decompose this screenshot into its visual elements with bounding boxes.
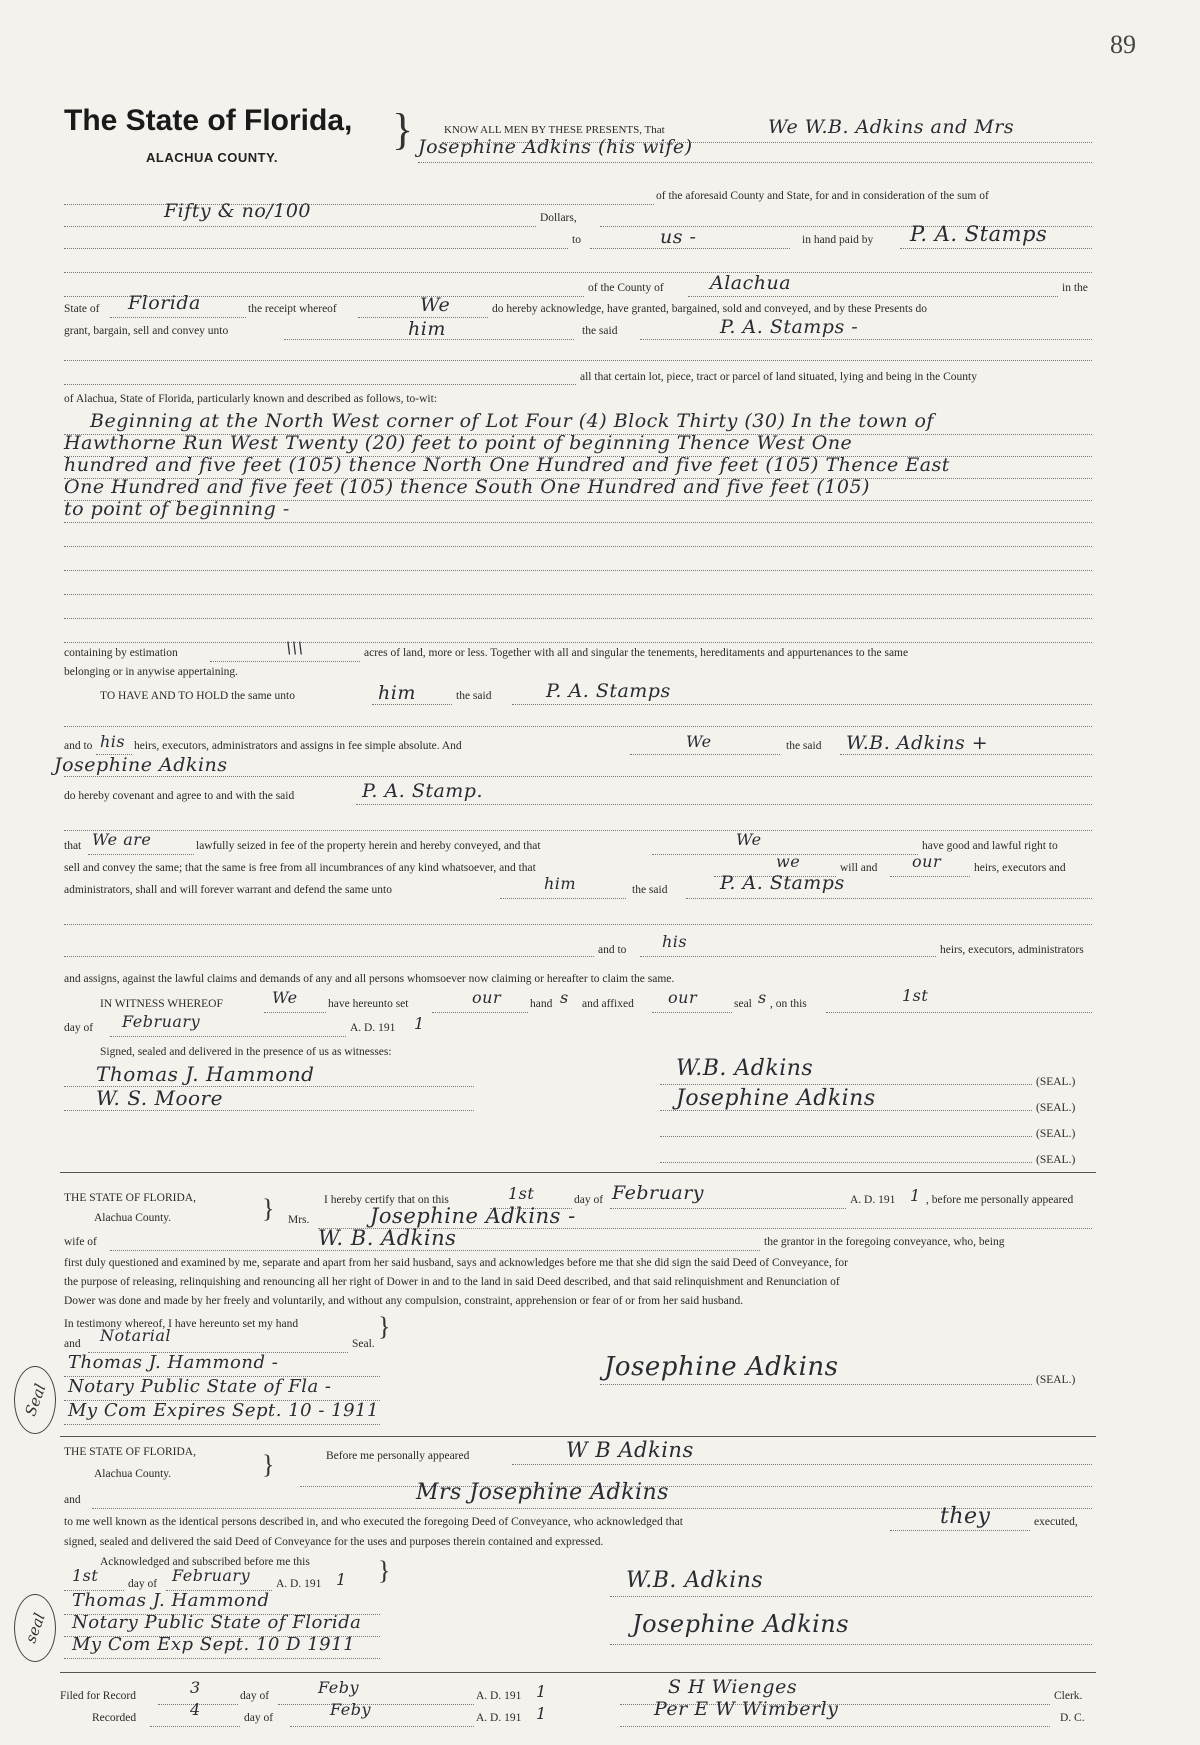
assigns-text: and assigns, against the lawful claims and demands of any and all persons whomsoever now claiming or hereafter to claim the same.: [64, 973, 675, 985]
description-line: Hawthorne Run West Twenty (20) feet to point of beginning Thence West One: [64, 432, 853, 454]
cert1-seal-label: (SEAL.): [1036, 1374, 1076, 1386]
cert1-brace: }: [262, 1194, 275, 1223]
witness-month-handwriting: February: [122, 1012, 201, 1031]
cert2-and-handwriting: Mrs Josephine Adkins: [416, 1480, 669, 1505]
witness-1-signature: Thomas J. Hammond: [96, 1062, 315, 1086]
dollars-label: Dollars,: [540, 212, 577, 224]
have-good-text: have good and lawful right to: [922, 840, 1058, 852]
state-of-label: State of: [64, 303, 100, 315]
header-brace: }: [392, 105, 414, 154]
cert1-body-3: Dower was done and made by her freely and voluntarily, and without any compulsion, constraint, apprehension or fear of or from her said husband.: [64, 1295, 744, 1307]
cert1-certify: I hereby certify that on this: [324, 1194, 449, 1206]
cert2-signed: signed, sealed and delivered the said Deed of Conveyance for the uses and purposes therein contained and expressed.: [64, 1536, 604, 1548]
grantor-2-signature: Josephine Adkins: [676, 1086, 876, 1111]
cert1-seal: Seal.: [352, 1338, 375, 1350]
cert2-before: Before me personally appeared: [326, 1450, 470, 1462]
grantor-handwriting-1: We W.B. Adkins and Mrs: [768, 116, 1015, 138]
cert1-notarial-handwriting: Notarial: [100, 1326, 172, 1345]
cert2-ad: A. D. 191: [276, 1578, 322, 1590]
covenant-handwriting: P. A. Stamp.: [362, 780, 484, 802]
cert1-notary-line-2: Notary Public State of Fla -: [68, 1376, 332, 1397]
cert2-known-handwriting: they: [940, 1504, 991, 1529]
seal-label-2: (SEAL.): [1036, 1102, 1076, 1114]
to-have-handwriting: him: [378, 682, 416, 704]
hand-label: hand: [530, 998, 553, 1010]
record-clerk: Clerk.: [1054, 1690, 1083, 1702]
witness-2-signature: W. S. Moore: [96, 1086, 223, 1110]
sell-handwriting: we: [776, 852, 801, 871]
cert1-before: , before me personally appeared: [926, 1194, 1074, 1206]
in-hand-label: in hand paid by: [802, 234, 874, 246]
and-to-2-handwriting: his: [662, 932, 688, 951]
the-said-label: the said: [582, 325, 618, 337]
cert2-known: to me well known as the identical persons described in, and who executed the foregoing Deed of Conveyance, who acknowledged that: [64, 1516, 683, 1528]
cert1-notary-line-3: My Com Expires Sept. 10 - 1911: [68, 1400, 379, 1421]
county-heading: ALACHUA COUNTY.: [146, 150, 278, 165]
cert1-body-1: first duly questioned and examined by me, separate and apart from her said husband, says and acknowledges before me that she did sign the said Deed of Conveyance, for: [64, 1257, 848, 1269]
and-to-handwriting: his: [100, 732, 126, 751]
heirs-text: heirs, executors, administrators and assigns in fee simple absolute. And: [134, 740, 462, 752]
that-label: that: [64, 840, 82, 852]
record-filed-day: 3: [190, 1678, 201, 1697]
cert1-notary-brace: }: [378, 1312, 391, 1341]
seal-label-1: (SEAL.): [1036, 1076, 1076, 1088]
cert2-notary-line-3: My Com Exp Sept. 10 D 1911: [72, 1634, 356, 1655]
and-to-2-label: and to: [598, 944, 627, 956]
seal-handwriting: s: [758, 988, 767, 1007]
cert1-day-of: day of: [574, 1194, 604, 1206]
lawfully-handwriting: We: [736, 830, 762, 849]
record-recorded: Recorded: [92, 1712, 137, 1724]
cert1-mrs-handwriting: Josephine Adkins -: [370, 1204, 576, 1228]
acres-text: acres of land, more or less. Together with all and singular the tenements, hereditaments and appurtenances to the same: [364, 647, 909, 659]
cert2-county: Alachua County.: [94, 1468, 172, 1480]
have-hereunto-label: have hereunto set: [328, 998, 409, 1010]
cert1-county: Alachua County.: [94, 1212, 172, 1224]
to-have-text: TO HAVE AND TO HOLD the same unto: [100, 690, 295, 702]
belonging-text: belonging or in anywise appertaining.: [64, 666, 239, 678]
record-ad-2: A. D. 191: [476, 1712, 522, 1724]
cert2-state: THE STATE OF FLORIDA,: [64, 1446, 196, 1458]
cert2-seal-stamp: seal: [14, 1594, 56, 1662]
acres-handwriting: \\\: [286, 638, 304, 657]
cert1-year-handwriting: 1: [910, 1186, 921, 1205]
containing-label: containing by estimation: [64, 647, 178, 659]
record-year-1: 1: [536, 1682, 547, 1701]
cert2-acknowledged: Acknowledged and subscribed before me this: [100, 1556, 310, 1568]
administrators-text: administrators, shall and will forever warrant and defend the same unto: [64, 884, 392, 896]
cert2-signature-2: Josephine Adkins: [632, 1610, 850, 1638]
cert1-testimony: In testimony whereof, I have hereunto set my hand: [64, 1318, 299, 1330]
sum-handwriting: Fifty & no/100: [164, 200, 311, 222]
record-rec-day: 4: [190, 1700, 201, 1719]
cert1-husband-handwriting: W. B. Adkins: [318, 1226, 457, 1250]
aforesaid-text: of the aforesaid County and State, for and in consideration of the sum of: [656, 190, 989, 202]
record-day-of-2: day of: [244, 1712, 274, 1724]
cert2-and: and: [64, 1494, 81, 1506]
on-this-label: , on this: [770, 998, 807, 1010]
record-ad-1: A. D. 191: [476, 1690, 522, 1702]
cert1-and: and: [64, 1338, 81, 1350]
the-said-2-label: the said: [456, 690, 492, 702]
the-said-3-label: the said: [786, 740, 822, 752]
set-handwriting: our: [472, 988, 502, 1007]
witness-handwriting: We: [272, 988, 298, 1007]
cert2-signature-1: W.B. Adkins: [626, 1568, 764, 1593]
ad-label: A. D. 191: [350, 1022, 396, 1034]
admin-grantee-handwriting: P. A. Stamps: [720, 872, 845, 894]
cert2-brace: }: [262, 1450, 275, 1479]
will-handwriting: our: [912, 852, 942, 871]
cert1-state: THE STATE OF FLORIDA,: [64, 1192, 196, 1204]
cert2-year-handwriting: 1: [336, 1570, 347, 1589]
page-number: 89: [1110, 30, 1136, 59]
the-said-4-label: the said: [632, 884, 668, 896]
and-to-label: and to: [64, 740, 93, 752]
cert2-executed: executed,: [1034, 1516, 1078, 1528]
acknowledge-text: do hereby acknowledge, have granted, bargained, sold and conveyed, and by these Presents do: [492, 303, 928, 315]
cert1-body-2: the purpose of releasing, relinquishing and renouncing all her right of Dower in and to the land in said Deed described, and that said relinquishment and Renunciation of: [64, 1276, 840, 1288]
cert1-notary-line-1: Thomas J. Hammond -: [68, 1352, 279, 1373]
county-handwriting: Alachua: [710, 272, 792, 294]
description-line: One Hundred and five feet (105) thence South One Hundred and five feet (105): [64, 476, 870, 498]
seal-label: seal: [734, 998, 752, 1010]
state-handwriting: Florida: [128, 292, 201, 314]
record-dc: D. C.: [1060, 1712, 1085, 1724]
and-affixed-label: and affixed: [582, 998, 634, 1010]
heirs-exec-text: heirs, executors and: [974, 862, 1066, 874]
grant-handwriting: him: [408, 318, 446, 340]
cert1-seal-stamp: Seal: [14, 1366, 56, 1434]
grantor-1-signature: W.B. Adkins: [676, 1056, 814, 1081]
in-the-label: in the: [1062, 282, 1088, 294]
lawfully-text: lawfully seized in fee of the property herein and hereby conveyed, and that: [196, 840, 541, 852]
cert1-month-handwriting: February: [612, 1182, 705, 1204]
cert2-day-of: day of: [128, 1578, 158, 1590]
hand-handwriting: s: [560, 988, 569, 1007]
affixed-handwriting: our: [668, 988, 698, 1007]
cert2-notary-brace: }: [378, 1556, 391, 1585]
description-line: to point of beginning -: [64, 498, 290, 520]
witness-day-handwriting: 1st: [902, 986, 929, 1005]
witness-text: IN WITNESS WHEREOF: [100, 998, 223, 1010]
will-and-label: will and: [840, 862, 878, 874]
covenant-text: do hereby covenant and agree to and with the said: [64, 790, 295, 802]
cert2-notary-line-2: Notary Public State of Florida: [72, 1612, 362, 1633]
heirs-exec-admin-text: heirs, executors, administrators: [940, 944, 1084, 956]
receipt-handwriting: We: [420, 294, 451, 316]
cert1-ad: A. D. 191: [850, 1194, 896, 1206]
record-dc-signature: Per E W Wimberly: [654, 1698, 839, 1720]
and-handwriting: We: [686, 732, 712, 751]
description-line: Beginning at the North West corner of Lot Four (4) Block Thirty (30) In the town of: [90, 410, 934, 432]
admin-handwriting: him: [544, 874, 577, 893]
to-handwriting: us -: [660, 226, 697, 248]
signed-text: Signed, sealed and delivered in the presence of us as witnesses:: [100, 1046, 392, 1058]
seal-label-4: (SEAL.): [1036, 1154, 1076, 1166]
record-filed-month: Feby: [318, 1678, 359, 1697]
record-day-of-1: day of: [240, 1690, 270, 1702]
witness-year-handwriting: 1: [414, 1014, 425, 1033]
record-clerk-signature: S H Wienges: [668, 1676, 798, 1698]
paid-by-handwriting: P. A. Stamps: [910, 222, 1048, 246]
grantee-handwriting: P. A. Stamps -: [720, 316, 859, 338]
sell-convey-text: sell and convey the same; that the same is free from all incumbrances of any kind whatsoever, and that: [64, 862, 536, 874]
description-line: hundred and five feet (105) thence North One Hundred and five feet (105) Thence East: [64, 454, 950, 476]
document-title: The State of Florida,: [64, 104, 353, 137]
grant-text: grant, bargain, sell and convey unto: [64, 325, 229, 337]
record-year-2: 1: [536, 1704, 547, 1723]
day-of-label: day of: [64, 1022, 94, 1034]
cert1-wife-of: wife of: [64, 1236, 97, 1248]
cert2-before-handwriting: W B Adkins: [566, 1438, 694, 1462]
seal-label-3: (SEAL.): [1036, 1128, 1076, 1140]
know-all-text: KNOW ALL MEN BY THESE PRESENTS, That: [444, 124, 665, 136]
to-label: to: [572, 234, 581, 246]
record-filed: Filed for Record: [60, 1690, 137, 1702]
to-have-grantee-handwriting: P. A. Stamps: [546, 680, 671, 702]
cert1-day-handwriting: 1st: [508, 1184, 535, 1203]
grantor-handwriting-2: Josephine Adkins (his wife): [418, 136, 693, 158]
cert1-grantor: the grantor in the foregoing conveyance, who, being: [764, 1236, 1005, 1248]
alachua-text: of Alachua, State of Florida, particularly known and described as follows, to-wit:: [64, 393, 438, 405]
cert2-day-handwriting: 1st: [72, 1566, 99, 1585]
receipt-label: the receipt whereof: [248, 303, 337, 315]
of-county-label: of the County of: [588, 282, 664, 294]
cert1-signature: Josephine Adkins: [604, 1352, 839, 1382]
grantor-a-handwriting: W.B. Adkins +: [846, 732, 989, 754]
record-rec-month: Feby: [330, 1700, 371, 1719]
lot-text: all that certain lot, piece, tract or parcel of land situated, lying and being in the County: [580, 371, 977, 383]
cert2-notary-line-1: Thomas J. Hammond: [72, 1590, 270, 1611]
cert2-month-handwriting: February: [172, 1566, 251, 1585]
that-handwriting: We are: [92, 830, 152, 849]
cert1-mrs: Mrs.: [288, 1214, 310, 1226]
grantor-b-handwriting: Josephine Adkins: [54, 754, 228, 776]
